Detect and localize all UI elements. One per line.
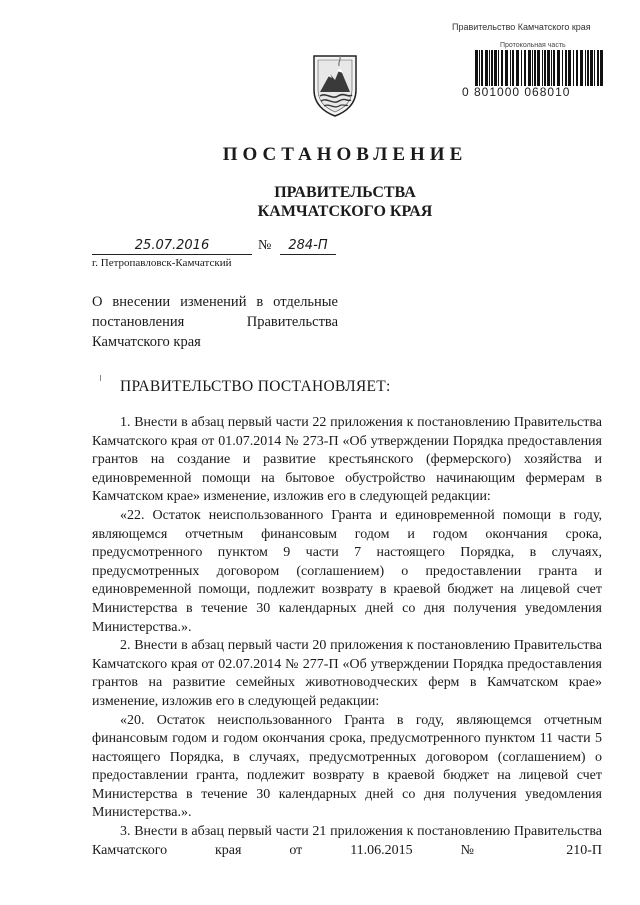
barcode-bar xyxy=(491,50,493,86)
barcode-bar xyxy=(580,50,583,86)
document-number: 284-П xyxy=(280,238,336,255)
barcode-number: 0 801000 068010 xyxy=(462,85,571,99)
barcode-bar xyxy=(597,50,599,86)
barcode-bar xyxy=(547,50,550,86)
barcode-bar xyxy=(485,50,488,86)
barcode-bar xyxy=(544,50,546,86)
barcode-bar xyxy=(600,50,603,86)
barcode-bar xyxy=(516,50,519,86)
barcode-bar xyxy=(594,50,595,86)
barcode-bar xyxy=(587,50,589,86)
document-subject: О внесении изменений в отдельные постановления Правительства Камчатского края xyxy=(92,294,338,350)
body-paragraph: «22. Остаток неиспользованного Гранта и единовременной помощи в году, являющемся отчетным финансовым годом и годом окончания срока, предусмотренного пунктом 9 части 7 настоящего Порядка, в случаях, предусмотренных договором (соглашением) о предоставлении гранта и единовременной помощи, подлежит возврату в краевой бюджет на лицевой счет Министерства в течение 30 календарных дней со дня получения уведомления Министерства.». xyxy=(92,507,602,635)
barcode-bar xyxy=(510,50,511,86)
barcode-bar xyxy=(568,50,571,86)
stamp-part: Протокольная часть xyxy=(500,42,566,49)
resolves-heading: ПРАВИТЕЛЬСТВО ПОСТАНОВЛЯЕТ: xyxy=(120,378,391,395)
barcode-bar xyxy=(532,50,533,86)
barcode-bar xyxy=(524,50,526,86)
stamp-organization: Правительство Камчатского края xyxy=(452,22,591,32)
barcode-bar xyxy=(512,50,514,86)
barcode-bar xyxy=(542,50,543,86)
barcode-bar xyxy=(557,50,560,86)
barcode-bar xyxy=(565,50,567,86)
barcode-bar xyxy=(562,50,563,86)
coat-of-arms-emblem xyxy=(310,52,360,118)
document-type-title: ПОСТАНОВЛЕНИЕ xyxy=(222,144,468,165)
document-date: 25.07.2016 xyxy=(92,238,252,255)
barcode xyxy=(474,50,604,86)
body-paragraph: 1. Внести в абзац первый части 22 приложения к постановлению Правительства Камчатского края от 01.07.2014 № 273-П «Об утверждении Порядка предоставления грантов на создание и развитие крестьянского (фермерского) хозяйства и единовременной помощи на бытовое обустройство начинающим фермерам в Камчатском крае» изменение, изложив его в следующей редакции: xyxy=(92,415,602,505)
barcode-bar xyxy=(475,50,478,86)
barcode-bar xyxy=(494,50,497,86)
document-body xyxy=(92,414,602,860)
body-paragraph: «20. Остаток неиспользованного Гранта в году, являющемся отчетным финансовым годом и годом окончания срока, предусмотренного пунктом 11 части 5 настоящего Порядка, в случаях, предусмотренных договором (соглашением) о предоставлении гранта, подлежит возврату в краевой бюджет на лицевой счет Министерства в течение 30 календарных дней со дня получения уведомления Министерства.». xyxy=(92,712,602,821)
body-paragraph: 2. Внести в абзац первый части 20 приложения к постановлению Правительства Камчатского края от 02.07.2014 № 277-П «Об утверждении Порядка предоставления грантов на развитие семейных животноводческих ферм в Камчатском крае» изменение, изложив его в следующей редакции: xyxy=(92,638,602,709)
body-paragraph: 3. Внести в абзац первый части 21 приложения к постановлению Правительства Камчатского края от 11.06.2015 № 210-П xyxy=(92,824,602,858)
barcode-bar xyxy=(489,50,490,86)
barcode-bar xyxy=(479,50,480,86)
barcode-bar xyxy=(534,50,536,86)
barcode-bar xyxy=(501,50,503,86)
barcode-bar xyxy=(537,50,540,86)
barcode-bar xyxy=(481,50,483,86)
issuer-line-1: ПРАВИТЕЛЬСТВА xyxy=(274,184,416,201)
barcode-bar xyxy=(573,50,574,86)
barcode-bar xyxy=(585,50,586,86)
barcode-bar xyxy=(528,50,531,86)
issuer-line-2: КАМЧАТСКОГО КРАЯ xyxy=(257,203,433,220)
barcode-bar xyxy=(551,50,552,86)
barcode-bar xyxy=(576,50,578,86)
barcode-bar xyxy=(505,50,508,86)
barcode-bar xyxy=(590,50,593,86)
barcode-bar xyxy=(521,50,522,86)
barcode-bar xyxy=(498,50,499,86)
number-label: № xyxy=(258,238,272,253)
scan-mark xyxy=(100,375,101,381)
barcode-bar xyxy=(553,50,555,86)
city-of-issue: г. Петропавловск-Камчатский xyxy=(92,257,232,269)
